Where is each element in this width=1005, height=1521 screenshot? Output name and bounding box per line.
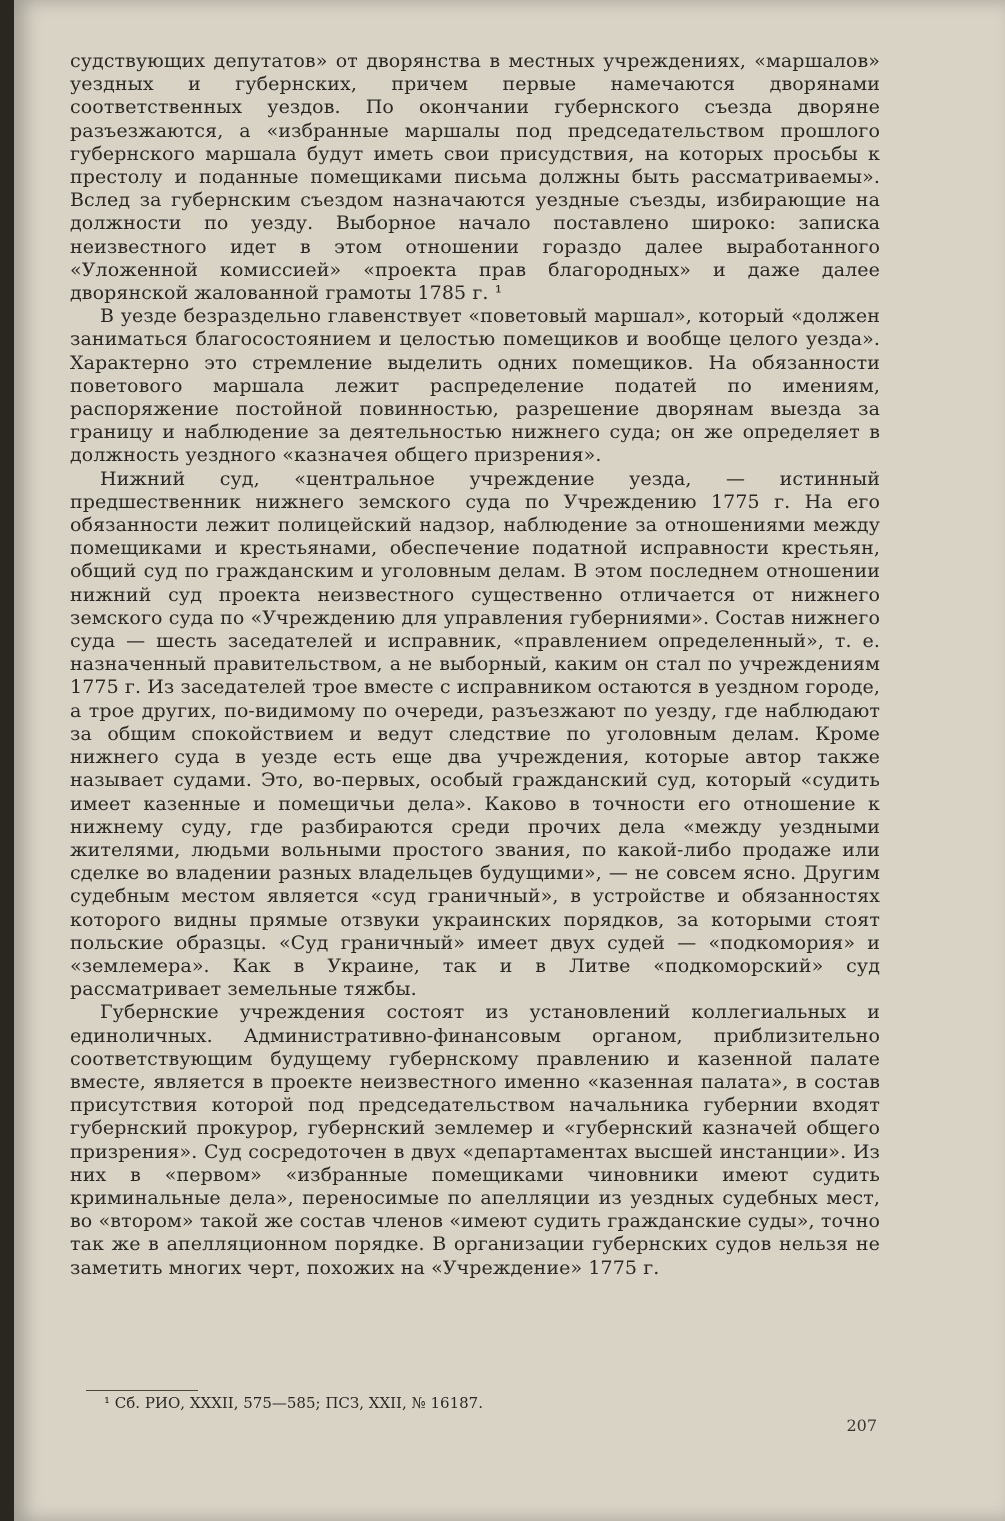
footnote: ¹ Сб. РИО, XXXII, 575—585; ПСЗ, XXII, № 16187. [104, 1394, 483, 1412]
book-page [14, 0, 1005, 1521]
page-number: 207 [846, 1416, 877, 1435]
paragraph-3: Нижний суд, «центральное учреждение уезда, — истинный предшественник нижнего земского суда по Учреждению 1775 г. На его обязанности лежит полицейский надзор, наблюдение за отношениями между помещиками и крестьянами, обеспечение податной исправности крестьян, общий суд по гражданским и уголовным делам. В этом последнем отношении нижний суд проекта неизвестного существенно отличается от нижнего земского суда по «Учреждению для управления губерниями». Состав нижнего суда — шесть заседателей и исправник, «правлением определенный», т. е. назначенный правительством, а не выборный, каким он стал по учреждениям 1775 г. Из заседателей трое вместе с исправником остаются в уездном городе, а трое других, по-видимому по очереди, разъезжают по уезду, где наблюдают за общим спокойствием и ведут следствие по уголовным делам. Кроме нижнего суда в уезде есть еще два учреждения, которые автор также называет судами. Это, во-первых, особый гражданский суд, который «судить имеет казенные и помещичьи дела». Каково в точности его отношение к нижнему суду, где разбираются среди прочих дела «между уездными жителями, людьми вольными простого звания, по какой-либо продаже или сделке во владении разных владельцев будущими», — не совсем ясно. Другим судебным местом является «суд граничный», в устройстве и обязанностях которого видны прямые отзвуки украинских порядков, за которыми стоят польские образцы. «Суд граничный» имеет двух судей — «подкомория» и «землемера». Как в Украине, так и в Литве «подкоморский» суд рассматривает земельные тяжбы. [70, 467, 880, 1001]
footnote-divider [86, 1390, 198, 1391]
main-text [70, 50, 880, 1280]
paragraph-1: судствующих депутатов» от дворянства в местных учреждениях, «маршалов» уездных и губернских, причем первые намечаются дворянами соответственных уездов. По окончании губернского съезда дворяне разъезжаются, а «избранные маршалы под председательством прошлого губернского маршала будут иметь свои присудствия, на которых просьбы к престолу и поданные помещиками письма должны быть рассматриваемы». Вслед за губернским съездом назначаются уездные съезды, избирающие на должности по уезду. Выборное начало поставлено широко: записка неизвестного идет в этом отношении гораздо далее выработанного «Уложенной комиссией» «проекта прав благородных» и даже далее дворянской жалованной грамоты 1785 г. ¹ [70, 50, 880, 305]
paragraph-2: В уезде безраздельно главенствует «поветовый маршал», который «должен заниматься благосостоянием и целостью помещиков и вообще целого уезда». Характерно это стремление выделить одних помещиков. На обязанности поветового маршала лежит распределение податей по имениям, распоряжение постойной повинностью, разрешение дворянам выезда за границу и наблюдение за деятельностью нижнего суда; он же определяет в должность уездного «казначея общего призрения». [70, 305, 880, 467]
paragraph-4: Губернские учреждения состоят из установлений коллегиальных и единоличных. Административно-финансовым органом, приблизительно соответствующим будущему губернскому правлению и казенной палате вместе, является в проекте неизвестного именно «казенная палата», в состав присутствия которой под председательством начальника губернии входят губернский прокурор, губернский землемер и «губернский казначей общего призрения». Суд сосредоточен в двух «департаментах высшей инстанции». Из них в «первом» «избранные помещиками чиновники имеют судить криминальные дела», переносимые по апелляции из уездных судебных мест, во «втором» такой же состав членов «имеют судить гражданские суды», точно так же в апелляционном порядке. В организации губернских судов нельзя не заметить многих черт, похожих на «Учреждение» 1775 г. [70, 1001, 880, 1279]
